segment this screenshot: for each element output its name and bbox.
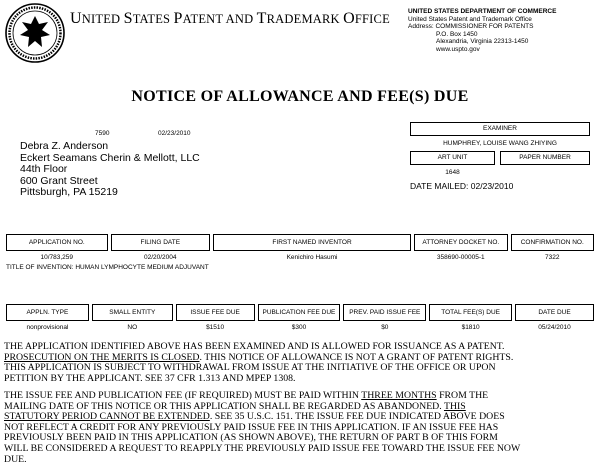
application-table-row: [7, 251, 594, 264]
paragraph-line: PREVIOUSLY BEEN PAID IN THIS APPLICATION (AS SHOWN ABOVE), THE RETURN OF PART B OF THIS FORM: [4, 432, 498, 444]
table-cell: NO: [127, 323, 138, 331]
allowance-paragraph: [4, 342, 596, 384]
paragraph-line: DUE.: [4, 453, 27, 465]
paragraph-line: STATUTORY PERIOD CANNOT BE EXTENDED. SEE 35 U.S.C. 151. THE ISSUE FEE DUE INDICATED ABOVE DOES: [4, 411, 505, 423]
issue-fee-paragraph: [4, 391, 596, 465]
fee-table: [6, 304, 594, 334]
art-unit-label-box: ART UNIT: [410, 151, 495, 165]
paragraph-line: THIS APPLICATION IS SUBJECT TO WITHDRAWAL FROM ISSUE AT THE INITIATIVE OF THE OFFICE OR UPON: [4, 362, 496, 374]
examiner-label-box: EXAMINER: [410, 122, 590, 136]
table-cell: $1810: [461, 323, 480, 331]
paragraph-line: THE ISSUE FEE AND PUBLICATION FEE (IF REQUIRED) MUST BE PAID WITHIN THREE MONTHS FROM THE: [4, 390, 489, 401]
header-cell: ISSUE FEE DUE: [176, 305, 254, 321]
header-cell: SMALL ENTITY: [92, 305, 172, 321]
header-cell: FILING DATE: [111, 235, 210, 251]
header-cell: FIRST NAMED INVENTOR: [214, 235, 411, 251]
table-cell: Kenichiro Hasumi: [286, 253, 338, 261]
agency-title: UNITED STATES PATENT AND TRADEMARK OFFICE: [70, 10, 390, 27]
art-unit-value: 1648: [445, 169, 460, 176]
paragraph-line: NOT REFLECT A CREDIT FOR ANY PREVIOUSLY PAID ISSUE FEE IN THIS APPLICATION. IF AN ISSUE FEE HAS: [4, 421, 499, 433]
mail-code: 7590: [95, 130, 110, 137]
header-cell: ATTORNEY DOCKET NO.: [415, 235, 507, 251]
agency-address-block: UNITED STATES DEPARTMENT OF COMMERCE United States Patent and Trademark Office Address: COMMISSIONER FOR PATENTS P.O. Box 1450 Alexandria, Virginia 22313-1450 www.uspto.gov: [408, 8, 557, 53]
header-cell: DATE DUE: [516, 305, 594, 321]
header-cell: PREV. PAID ISSUE FEE: [344, 305, 426, 321]
header-cell: APPLICATION NO.: [7, 235, 108, 251]
paragraph-line: MAILING DATE OF THIS NOTICE OR THIS APPLICATION SHALL BE REGARDED AS ABANDONED. THIS: [4, 400, 466, 412]
mail-date-top: 02/23/2010: [158, 130, 191, 137]
table-cell: 358690-00005-1: [436, 253, 485, 261]
paragraph-line: PETITION BY THE APPLICANT. SEE 37 CFR 1.313 AND MPEP 1308.: [4, 372, 296, 384]
paragraph-line: WILL BE CONSIDERED A REQUEST TO REAPPLY THE PREVIOUSLY PAID ISSUE FEE TOWARD THE ISSUE FEE NOW: [4, 442, 521, 454]
paragraph-line: THE APPLICATION IDENTIFIED ABOVE HAS BEEN EXAMINED AND IS ALLOWED FOR ISSUANCE AS A PATENT.: [4, 341, 505, 352]
fee-table-row: [7, 321, 594, 334]
header-cell: CONFIRMATION NO.: [511, 235, 593, 251]
header-cell: TOTAL FEE(S) DUE: [430, 305, 512, 321]
table-cell: $300: [291, 323, 307, 331]
table-cell: 7322: [545, 253, 560, 261]
paper-number-label-box: PAPER NUMBER: [500, 151, 590, 165]
table-cell: $1510: [206, 323, 225, 331]
paragraph-line: PROSECUTION ON THE MERITS IS CLOSED. THIS NOTICE OF ALLOWANCE IS NOT A GRANT OF PATENT RIGHTS.: [4, 351, 514, 363]
uspto-seal-icon: [4, 2, 66, 64]
table-cell: 05/24/2010: [538, 323, 571, 331]
header-cell: PUBLICATION FEE DUE: [258, 305, 340, 321]
application-table-header: [7, 235, 594, 251]
date-mailed: DATE MAILED: 02/23/2010: [410, 181, 514, 191]
table-cell: nonprovisional: [26, 323, 69, 331]
application-table: [6, 234, 594, 264]
header-cell: APPLN. TYPE: [7, 305, 89, 321]
correspondence-address: Debra Z. Anderson Eckert Seamans Cherin & Mellott, LLC 44th Floor 600 Grant Street Pittsburgh, PA 15219: [20, 140, 200, 199]
title-of-invention: TITLE OF INVENTION: HUMAN LYMPHOCYTE MEDIUM ADJUVANT: [6, 264, 209, 271]
table-cell: 02/20/2004: [143, 253, 177, 261]
fee-table-header: [7, 305, 594, 321]
examiner-name: HUMPHREY, LOUISE WANG ZHIYING: [443, 140, 557, 147]
table-cell: 10/783,259: [40, 253, 74, 261]
notice-title: NOTICE OF ALLOWANCE AND FEE(S) DUE: [131, 88, 469, 105]
table-cell: $0: [381, 323, 389, 331]
